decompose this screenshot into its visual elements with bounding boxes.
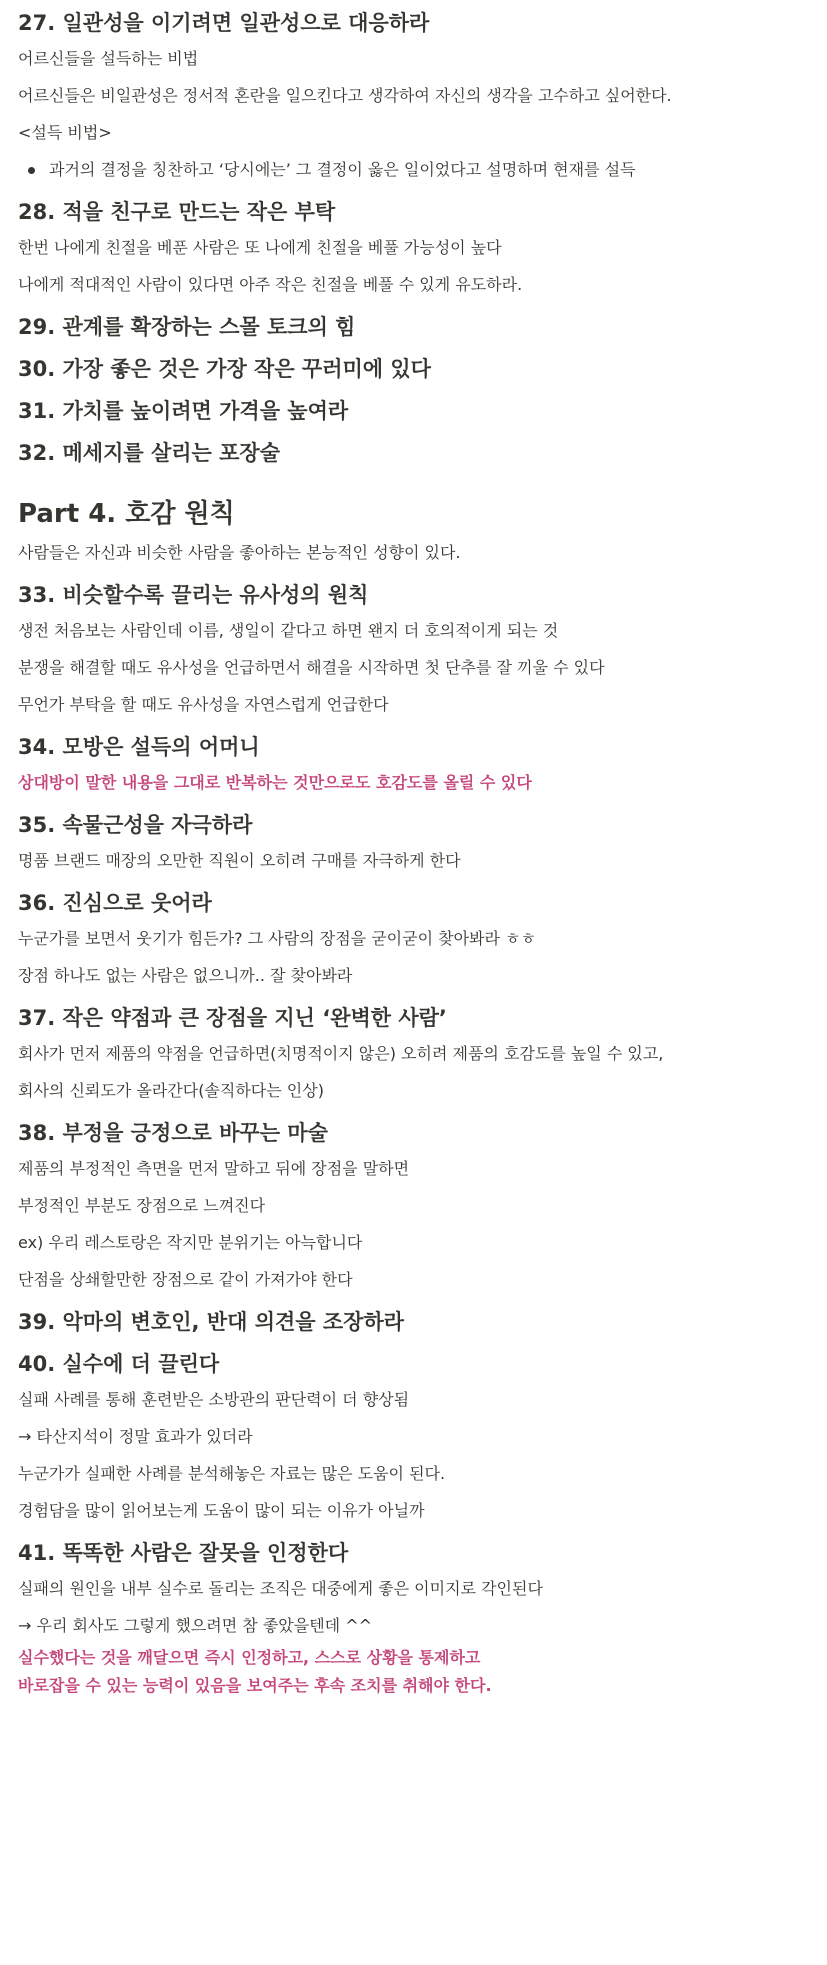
- highlight-line: 바로잡을 수 있는 능력이 있음을 보여주는 후속 조치를 취해야 한다.: [18, 1676, 492, 1695]
- paragraph: 무언가 부탁을 할 때도 유사성을 자연스럽게 언급한다: [18, 695, 389, 714]
- bullet-item: [18, 147, 809, 184]
- paragraph: 누군가를 보면서 웃기가 힘든가? 그 사람의 장점을 굳이굳이 찾아봐라 ㅎㅎ: [18, 929, 536, 948]
- heading-part-4: Part 4. 호감 원칙: [18, 499, 235, 529]
- heading-33: 33. 비슷할수록 끌리는 유사성의 원칙: [18, 583, 369, 607]
- paragraph: 회사의 신뢰도가 올라간다(솔직하다는 인상): [18, 1081, 324, 1100]
- bullet-text: 과거의 결정을 칭찬하고 ‘당시에는’ 그 결정이 옳은 일이었다고 설명하며 현재를 설득: [49, 160, 636, 179]
- heading-30: 30. 가장 좋은 것은 가장 작은 꾸러미에 있다: [18, 357, 431, 381]
- highlighted-paragraph: 상대방이 말한 내용을 그대로 반복하는 것만으로도 호감도를 올릴 수 있다: [18, 773, 532, 792]
- paragraph: 생전 처음보는 사람인데 이름, 생일이 같다고 하면 왠지 더 호의적이게 되는 것: [18, 621, 559, 640]
- paragraph: 실패의 원인을 내부 실수로 돌리는 조직은 대중에게 좋은 이미지로 각인된다: [18, 1579, 543, 1598]
- heading-32: 32. 메세지를 살리는 포장술: [18, 441, 280, 465]
- paragraph: 어르신들을 설득하는 비법: [18, 49, 199, 68]
- highlighted-paragraph: [18, 1640, 809, 1700]
- paragraph: 분쟁을 해결할 때도 유사성을 언급하면서 해결을 시작하면 첫 단추를 잘 끼울 수 있다: [18, 658, 605, 677]
- paragraph: 회사가 먼저 제품의 약점을 언급하면(치명적이지 않은) 오히려 제품의 호감도를 높일 수 있고,: [18, 1044, 664, 1063]
- paragraph: 어르신들은 비일관성은 정서적 혼란을 일으킨다고 생각하여 자신의 생각을 고수하고 싶어한다.: [18, 86, 672, 105]
- paragraph: 한번 나에게 친절을 베푼 사람은 또 나에게 친절을 베풀 가능성이 높다: [18, 238, 502, 257]
- paragraph: 사람들은 자신과 비슷한 사람을 좋아하는 본능적인 성향이 있다.: [18, 543, 461, 562]
- heading-35: 35. 속물근성을 자극하라: [18, 813, 253, 837]
- heading-38: 38. 부정을 긍정으로 바꾸는 마술: [18, 1121, 328, 1145]
- paragraph: 명품 브랜드 매장의 오만한 직원이 오히려 구매를 자극하게 한다: [18, 851, 461, 870]
- paragraph: → 우리 회사도 그렇게 했으려면 참 좋았을텐데 ^^: [18, 1616, 373, 1635]
- paragraph: 부정적인 부분도 장점으로 느껴진다: [18, 1196, 266, 1215]
- heading-41: 41. 똑똑한 사람은 잘못을 인정한다: [18, 1541, 349, 1565]
- paragraph: 경험담을 많이 읽어보는게 도움이 많이 되는 이유가 아닐까: [18, 1501, 425, 1520]
- paragraph: 제품의 부정적인 측면을 먼저 말하고 뒤에 장점을 말하면: [18, 1159, 410, 1178]
- paragraph: 나에게 적대적인 사람이 있다면 아주 작은 친절을 베풀 수 있게 유도하라.: [18, 275, 523, 294]
- paragraph: 실패 사례를 통해 훈련받은 소방관의 판단력이 더 향상됨: [18, 1390, 410, 1409]
- heading-34: 34. 모방은 설득의 어머니: [18, 735, 260, 759]
- paragraph: ex) 우리 레스토랑은 작지만 분위기는 아늑합니다: [18, 1233, 363, 1252]
- bullet-dot-icon: [28, 167, 35, 174]
- paragraph: <설득 비법>: [18, 123, 112, 142]
- heading-28: 28. 적을 친구로 만드는 작은 부탁: [18, 200, 336, 224]
- heading-36: 36. 진심으로 웃어라: [18, 891, 212, 915]
- heading-37: 37. 작은 약점과 큰 장점을 지닌 ‘완벽한 사람’: [18, 1006, 447, 1030]
- paragraph: 장점 하나도 없는 사람은 없으니까.. 잘 찾아봐라: [18, 966, 353, 985]
- paragraph: 단점을 상쇄할만한 장점으로 같이 가져가야 한다: [18, 1270, 353, 1289]
- highlight-line: 실수했다는 것을 깨달으면 즉시 인정하고, 스스로 상황을 통제하고: [18, 1648, 481, 1667]
- heading-39: 39. 악마의 변호인, 반대 의견을 조장하라: [18, 1310, 405, 1334]
- paragraph: → 타산지석이 정말 효과가 있더라: [18, 1427, 253, 1446]
- heading-40: 40. 실수에 더 끌린다: [18, 1352, 220, 1376]
- heading-27: 27. 일관성을 이기려면 일관성으로 대응하라: [18, 11, 430, 35]
- heading-31: 31. 가치를 높이려면 가격을 높여라: [18, 399, 349, 423]
- paragraph: 누군가가 실패한 사례를 분석해놓은 자료는 많은 도움이 된다.: [18, 1464, 446, 1483]
- heading-29: 29. 관계를 확장하는 스몰 토크의 힘: [18, 315, 356, 339]
